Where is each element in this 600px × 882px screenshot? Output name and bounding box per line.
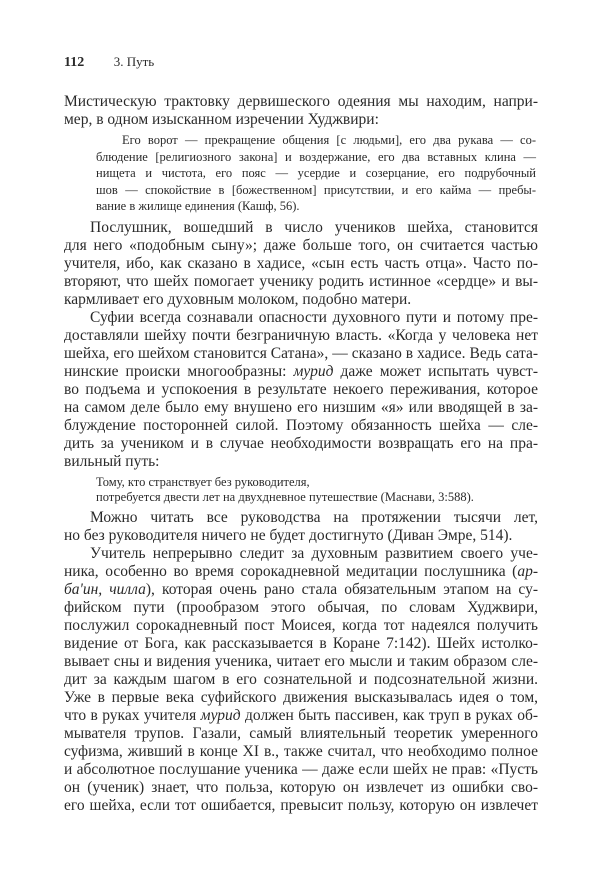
text-line: [96, 475, 536, 490]
text-run: Можно читать все руководства на протяжении тысячи лет,: [90, 509, 538, 526]
text-line: [64, 545, 538, 563]
text-run: ), которая очень рано стала обязательным этапом на су-: [145, 581, 538, 598]
chapter-title: 3. Путь: [113, 54, 155, 69]
text-line: [64, 617, 538, 635]
text-run: на самом деле было ему внушено его низшим «я» или вводящей в за-: [64, 399, 538, 416]
text-line: [96, 198, 536, 215]
text-run: фийском пути (прообразом этого обычая, по словам Худжвири,: [64, 599, 538, 616]
text-run: он (ученик) знает, что польза, которую он извлечет из ошибки сво-: [64, 779, 538, 796]
text-line: [64, 273, 538, 291]
text-line: [64, 93, 538, 111]
text-run: Его ворот — прекращение общения [с людьми], его два рукава — со-: [122, 133, 536, 147]
text-line: [96, 132, 536, 149]
text-run: послужил сорокадневный пост Моисея, когда тот надеялся получить: [64, 617, 538, 634]
text-run: суфизма, живший в конце XI в., также считал, что необходимо полное: [64, 743, 538, 760]
text-line: [64, 563, 538, 581]
text-line: [64, 237, 538, 255]
italic-term: мурид: [293, 363, 334, 380]
text-run: доставляли шейху почти безграничную власть. «Когда у человека нет: [64, 327, 538, 344]
text-run: ника, особенно во время сорокадневной медитации послушника (: [64, 563, 518, 580]
text-line: [64, 635, 538, 653]
text-line: [64, 761, 538, 779]
quote-hujwiri: [96, 132, 536, 215]
text-run: вание в жилище единения (Кашф, 56).: [96, 199, 300, 213]
text-run: шов — спокойствие в [божественном] присутствии, и его кайма — пребы-: [96, 182, 536, 197]
text-line: [64, 435, 538, 453]
text-line: [64, 779, 538, 797]
text-line: [64, 309, 538, 327]
text-run: потребуется двести лет на двухдневное путешествие (Маснави, 3:588).: [96, 490, 474, 504]
text-run: для него «подобным сыну»; даже больше того, он считается частью: [64, 237, 538, 254]
text-run: учителя, ибо, как сказано в хадисе, «сын есть часть отца». Часто по-: [64, 255, 538, 272]
text-line: [64, 707, 538, 725]
text-line: [64, 399, 538, 417]
text-line: [96, 182, 536, 199]
text-line: [64, 219, 538, 237]
text-line: [64, 653, 538, 671]
italic-term: ар-: [517, 563, 538, 580]
text-run: дит за каждым шагом в его сознательной и подсознательной жизни.: [64, 671, 538, 688]
text-run: его шейха, если тот ошибается, превысит пользу, которую он извлечет: [64, 797, 538, 814]
text-run: мер, в одном изысканном изречении Худжвири:: [64, 111, 379, 128]
text-run: но без руководителя ничего не будет достигнуто (Диван Эмре, 514).: [64, 527, 513, 544]
text-line: [96, 165, 536, 182]
text-run: и абсолютное послушание ученика — даже если шейх не прав: «Пусть: [64, 761, 538, 778]
text-line: [64, 671, 538, 689]
text-run: Мистическую трактовку дервишеского одеяния мы находим, напри-: [64, 93, 538, 110]
text-line: [64, 363, 538, 381]
text-run: должен быть пассивен, как труп в руках об-: [240, 707, 538, 724]
quote-masnavi: [96, 475, 536, 505]
text-line: [96, 149, 536, 166]
text-line: [64, 255, 538, 273]
italic-term: ба'ин, чилла: [64, 581, 146, 598]
text-line: [64, 111, 538, 129]
text-line: [64, 599, 538, 617]
text-run: нищета и чистота, его пояс — усердие и созерцание, его подрубочный: [96, 166, 536, 180]
text-run: во подъема и успокоения в результате некоего переживания, которое: [64, 381, 538, 398]
text-run: шейха, его шейхом становится Сатана», — сказано в хадисе. Ведь сата-: [64, 345, 538, 362]
text-run: мывателя трупов. Газали, самый влиятельный теоретик умеренного: [64, 725, 538, 742]
text-line: [64, 417, 538, 435]
text-run: Суфии всегда сознавали опасности духовного пути и потому пре-: [90, 309, 538, 326]
text-run: вывает сны и видения ученика, читает его мысли и таким образом сле-: [64, 653, 538, 670]
paragraph-teacher: [64, 509, 538, 815]
text-run: блуждение посторонней силой. Поэтому обязанность шейха — сле-: [64, 417, 538, 434]
text-line: [64, 743, 538, 761]
text-run: видение от Бога, как рассказывается в Коране 7:142). Шейх истолко-: [64, 635, 538, 652]
text-line: [64, 345, 538, 363]
text-line: [96, 490, 536, 505]
text-line: [64, 689, 538, 707]
text-run: Послушник, вошедший в число учеников шейха, становится: [90, 219, 538, 236]
text-run: дить за учеником и в случае необходимости возвращать его на пра-: [64, 435, 538, 452]
text-run: нинские происки многообразны:: [64, 363, 294, 380]
italic-term: мурид: [200, 707, 241, 724]
text-run: что в руках учителя: [64, 707, 201, 724]
text-line: [64, 453, 538, 471]
text-line: [64, 327, 538, 345]
paragraph-murid: [64, 219, 538, 471]
text-run: Тому, кто странствует без руководителя,: [96, 475, 310, 489]
text-run: блюдение [религиозного закона] и воздержание, его два вставных клина —: [96, 149, 536, 164]
text-run: кармливает его духовным молоком, подобно матери.: [64, 291, 412, 308]
text-run: вторяют, что шейх помогает ученику родить истинное «сердце» и вы-: [64, 273, 538, 290]
paragraph-intro: [64, 93, 538, 129]
text-run: Уже в первые века суфийского движения высказывалась идея о том,: [64, 689, 538, 706]
running-header: [64, 53, 154, 72]
text-line: [64, 527, 538, 545]
page-number: 112: [64, 55, 85, 70]
text-run: Учитель непрерывно следит за духовным развитием своего уче-: [90, 545, 538, 562]
text-line: [64, 381, 538, 399]
text-line: [64, 581, 538, 599]
text-line: [64, 509, 538, 527]
text-run: вильный путь:: [64, 453, 160, 470]
text-line: [64, 725, 538, 743]
text-line: [64, 291, 538, 309]
text-run: даже может испытать чувст-: [333, 363, 538, 380]
text-line: [64, 797, 538, 815]
